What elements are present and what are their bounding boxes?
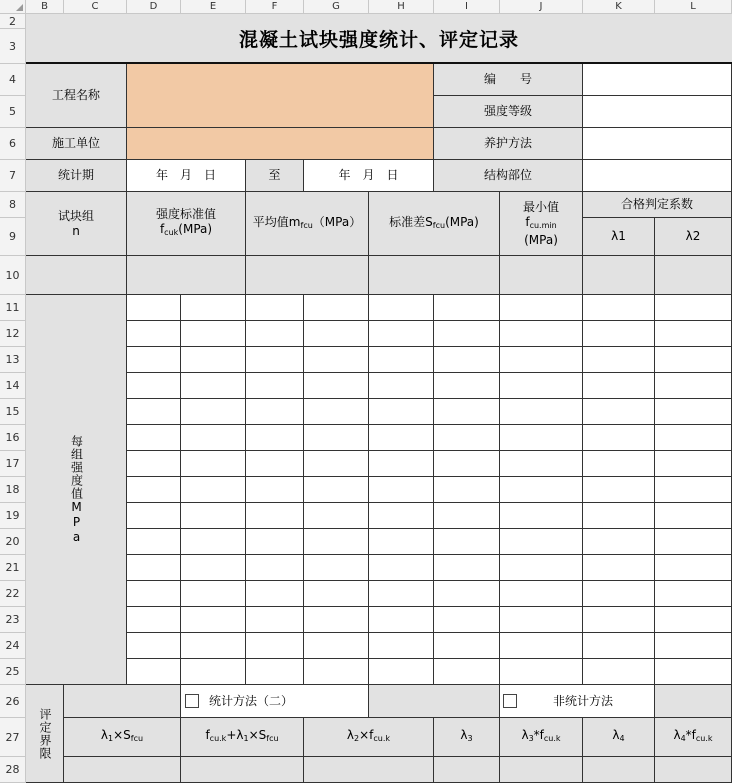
strength-cell[interactable] — [500, 451, 583, 477]
formula-6-text-part-0: λ — [612, 728, 620, 742]
strength-cell[interactable] — [500, 373, 583, 399]
row-header-11[interactable]: 11 — [0, 295, 26, 321]
strength-cell[interactable] — [304, 633, 369, 659]
formula-5-text-part-1: 3 — [528, 734, 534, 743]
strength-cell[interactable] — [500, 659, 583, 685]
strength-grade-text: 强度等级 — [483, 104, 532, 118]
strength-cell[interactable] — [655, 425, 732, 451]
strength-cell[interactable] — [434, 451, 500, 477]
strength-cell[interactable] — [655, 503, 732, 529]
stat-method2-checkbox[interactable] — [185, 694, 199, 708]
strength-cell[interactable] — [583, 347, 655, 373]
strength-cell[interactable] — [181, 581, 246, 607]
stddev-symbol-part-2: (MPa) — [445, 214, 479, 229]
strength-cell[interactable] — [369, 503, 434, 529]
n-text: n — [72, 223, 80, 238]
strength-cell[interactable] — [500, 321, 583, 347]
strength-cell[interactable] — [181, 321, 246, 347]
strength-cell[interactable] — [500, 295, 583, 321]
strength-cell[interactable] — [583, 477, 655, 503]
strength-grade-label — [434, 96, 583, 128]
strength-cell[interactable] — [434, 477, 500, 503]
formula-3 — [304, 718, 434, 757]
strength-cell[interactable] — [500, 503, 583, 529]
formula-5-text-part-2: *f — [533, 728, 544, 742]
row-header-25[interactable]: 25 — [0, 659, 26, 685]
stats-value-cell-0[interactable] — [26, 256, 127, 295]
strength-cell[interactable] — [127, 581, 181, 607]
formula-3-text-part-3: cu.k — [373, 734, 391, 743]
structure-part-input[interactable] — [583, 160, 732, 192]
strength-cell[interactable] — [434, 321, 500, 347]
strength-cell[interactable] — [583, 633, 655, 659]
strength-cell[interactable] — [127, 295, 181, 321]
row-header-2[interactable]: 2 — [0, 14, 26, 29]
strength-cell[interactable] — [583, 659, 655, 685]
strength-cell[interactable] — [181, 633, 246, 659]
strength-cell[interactable] — [583, 607, 655, 633]
mean-symbol-part-0: 平均值m — [252, 214, 301, 229]
strength-cell[interactable] — [246, 321, 304, 347]
formula-1-text — [101, 728, 143, 746]
formula-value-3[interactable] — [434, 757, 500, 783]
formula-value-4[interactable] — [500, 757, 583, 783]
strength-cell[interactable] — [246, 659, 304, 685]
strength-cell[interactable] — [583, 451, 655, 477]
strength-cell[interactable] — [434, 503, 500, 529]
strength-cell[interactable] — [181, 607, 246, 633]
strength-cell[interactable] — [246, 425, 304, 451]
lambda1-header — [583, 218, 655, 256]
formula-5 — [500, 718, 583, 757]
formula-2-text-part-1: cu.k — [209, 734, 227, 743]
formula-6 — [583, 718, 655, 757]
formula-value-5[interactable] — [583, 757, 655, 783]
row-header-17[interactable]: 17 — [0, 451, 26, 477]
formula-4-text-part-1: 3 — [467, 734, 473, 743]
strength-cell[interactable] — [127, 529, 181, 555]
formula-value-2[interactable] — [304, 757, 434, 783]
strength-cell[interactable] — [434, 425, 500, 451]
method-blank-right — [655, 685, 732, 718]
strength-cell[interactable] — [583, 373, 655, 399]
formula-7-text-part-1: 4 — [680, 734, 686, 743]
strength-cell[interactable] — [655, 373, 732, 399]
strength-cell[interactable] — [304, 607, 369, 633]
row-header-19[interactable]: 19 — [0, 503, 26, 529]
mean-symbol — [253, 215, 361, 233]
specimen-group-header — [26, 192, 127, 256]
row-header-13[interactable]: 13 — [0, 347, 26, 373]
strength-cell[interactable] — [246, 347, 304, 373]
stat-method2-option[interactable] — [181, 685, 369, 718]
column-header-d[interactable]: D — [127, 0, 181, 14]
strength-cell[interactable] — [583, 503, 655, 529]
eval-limit-label — [26, 685, 64, 783]
strength-cell[interactable] — [127, 633, 181, 659]
min-text: 最小值 — [522, 199, 559, 214]
strength-cell[interactable] — [246, 581, 304, 607]
strength-cell[interactable] — [181, 451, 246, 477]
column-header-i[interactable]: I — [434, 0, 500, 14]
strength-cell[interactable] — [655, 477, 732, 503]
row-header-3[interactable]: 3 — [0, 29, 26, 64]
strength-cell[interactable] — [304, 425, 369, 451]
stddev-symbol-part-0: 标准差S — [389, 214, 433, 229]
row-header-28[interactable]: 28 — [0, 757, 26, 783]
eval-limit-text: 评定界限 — [38, 707, 52, 760]
column-header-j[interactable]: J — [500, 0, 583, 14]
stddev-symbol — [389, 215, 479, 233]
strength-cell[interactable] — [583, 555, 655, 581]
formula-3-text-part-0: λ — [346, 728, 355, 742]
strength-cell[interactable] — [181, 295, 246, 321]
nonstat-method-text: 非统计方法 — [553, 693, 614, 708]
strength-cell[interactable] — [127, 659, 181, 685]
strength-cell[interactable] — [500, 581, 583, 607]
strength-cell[interactable] — [655, 555, 732, 581]
strength-cell[interactable] — [246, 529, 304, 555]
row-header-22[interactable]: 22 — [0, 581, 26, 607]
strength-cell[interactable] — [127, 399, 181, 425]
strength-cell[interactable] — [246, 503, 304, 529]
formula-3-text-part-2: ×f — [359, 728, 374, 742]
strength-cell[interactable] — [655, 529, 732, 555]
formula-6-text — [612, 728, 624, 746]
column-header-l[interactable]: L — [655, 0, 732, 14]
number-input[interactable] — [583, 64, 732, 96]
row-header-24[interactable]: 24 — [0, 633, 26, 659]
std-strength-symbol-part-1: cuk — [164, 228, 179, 237]
strength-cell[interactable] — [500, 477, 583, 503]
strength-cell[interactable] — [500, 347, 583, 373]
select-all-corner[interactable] — [0, 0, 26, 14]
formula-value-1[interactable] — [181, 757, 304, 783]
strength-cell[interactable] — [181, 425, 246, 451]
formula-1 — [64, 718, 181, 757]
strength-cell[interactable] — [434, 555, 500, 581]
coef-header — [583, 192, 732, 218]
std-strength-header — [127, 192, 246, 256]
min-symbol — [525, 215, 556, 233]
formula-1-text-part-2: ×S — [113, 728, 131, 742]
strength-cell[interactable] — [127, 607, 181, 633]
strength-cell[interactable] — [246, 555, 304, 581]
nonstat-method-option[interactable] — [500, 685, 655, 718]
formula-4-text-part-0: λ — [460, 728, 468, 742]
strength-cell[interactable] — [246, 607, 304, 633]
strength-cell[interactable] — [246, 399, 304, 425]
nonstat-method-checkbox[interactable] — [503, 694, 517, 708]
row-header-26[interactable]: 26 — [0, 685, 26, 718]
row-header-18[interactable]: 18 — [0, 477, 26, 503]
formula-2-text-part-2: +λ — [226, 728, 244, 742]
row-header-12[interactable]: 12 — [0, 321, 26, 347]
strength-cell[interactable] — [655, 451, 732, 477]
formula-2-text-part-5: fcu — [266, 734, 279, 743]
strength-cell[interactable] — [304, 347, 369, 373]
column-header-c[interactable]: C — [64, 0, 127, 14]
mean-header — [246, 192, 369, 256]
strength-cell[interactable] — [369, 659, 434, 685]
stats-value-cell-6[interactable] — [655, 256, 732, 295]
formula-5-text-part-3: cu.k — [543, 734, 561, 743]
strength-cell[interactable] — [655, 295, 732, 321]
strength-cell[interactable] — [246, 633, 304, 659]
strength-cell[interactable] — [127, 451, 181, 477]
formula-4 — [434, 718, 500, 757]
strength-cell[interactable] — [127, 555, 181, 581]
method-blank-mid — [369, 685, 500, 718]
stats-value-cell-2[interactable] — [246, 256, 369, 295]
formula-3-text — [347, 728, 390, 746]
strength-cell[interactable] — [246, 477, 304, 503]
strength-cell[interactable] — [181, 399, 246, 425]
row-header-5[interactable]: 5 — [0, 96, 26, 128]
stats-value-cell-4[interactable] — [500, 256, 583, 295]
row-header-16[interactable]: 16 — [0, 425, 26, 451]
column-header-g[interactable]: G — [304, 0, 369, 14]
strength-cell[interactable] — [304, 373, 369, 399]
strength-cell[interactable] — [655, 659, 732, 685]
formula-value-0[interactable] — [64, 757, 181, 783]
column-header-k[interactable]: K — [583, 0, 655, 14]
strength-cell[interactable] — [181, 659, 246, 685]
strength-cell[interactable] — [127, 425, 181, 451]
stat-method2-text: 统计方法（二） — [209, 693, 294, 708]
coef-text: 合格判定系数 — [620, 197, 693, 211]
mean-symbol-part-1: fcu — [300, 220, 313, 230]
mean-symbol-part-2: （MPa） — [312, 214, 362, 229]
formula-2-text-part-3: 1 — [243, 734, 249, 743]
formula-1-text-part-0: λ — [100, 728, 109, 742]
strength-cell[interactable] — [304, 451, 369, 477]
strength-cell[interactable] — [304, 529, 369, 555]
strength-cell[interactable] — [434, 633, 500, 659]
number-label — [434, 64, 583, 96]
strength-cell[interactable] — [304, 581, 369, 607]
formula-1-text-part-3: fcu — [130, 734, 144, 743]
formula-7-text-part-0: λ — [673, 728, 681, 742]
strength-cell[interactable] — [369, 529, 434, 555]
method-blank-left — [64, 685, 181, 718]
strength-cell[interactable] — [369, 373, 434, 399]
date-from-input[interactable] — [127, 160, 246, 192]
page-title: 混凝土试块强度统计、评定记录 — [26, 14, 732, 64]
strength-cell[interactable] — [583, 425, 655, 451]
row-header-15[interactable]: 15 — [0, 399, 26, 425]
column-header-b[interactable]: B — [26, 0, 64, 14]
formula-2 — [181, 718, 304, 757]
row-header-20[interactable]: 20 — [0, 529, 26, 555]
strength-cell[interactable] — [304, 477, 369, 503]
date-from-text: 年 月 日 — [155, 168, 216, 182]
strength-cell[interactable] — [246, 373, 304, 399]
strength-cell[interactable] — [500, 425, 583, 451]
formula-2-text-part-0: f — [205, 728, 210, 742]
std-strength-symbol-part-2: (MPa) — [178, 222, 213, 236]
column-header-h[interactable]: H — [369, 0, 434, 14]
strength-cell[interactable] — [434, 347, 500, 373]
project-name-input[interactable] — [127, 64, 434, 128]
row-header-9[interactable]: 9 — [0, 218, 26, 256]
strength-cell[interactable] — [304, 321, 369, 347]
curing-method-text: 养护方法 — [483, 136, 532, 150]
date-to-input[interactable] — [304, 160, 434, 192]
formula-value-6[interactable] — [655, 757, 732, 783]
strength-cell[interactable] — [583, 581, 655, 607]
each-group-label — [26, 295, 127, 685]
stats-value-cell-5[interactable] — [583, 256, 655, 295]
lambda2-header — [655, 218, 732, 256]
min-symbol-part-1: cu.min — [529, 220, 557, 230]
std-strength-symbol-part-0: f — [159, 222, 165, 236]
strength-cell[interactable] — [369, 555, 434, 581]
strength-cell[interactable] — [655, 399, 732, 425]
row-header-27[interactable]: 27 — [0, 718, 26, 757]
strength-cell[interactable] — [583, 321, 655, 347]
min-symbol-part-0: f — [525, 214, 530, 229]
strength-cell[interactable] — [500, 555, 583, 581]
stat-period-text: 统计期 — [57, 168, 94, 182]
formula-3-text-part-1: 2 — [354, 734, 360, 743]
formula-7 — [655, 718, 732, 757]
strength-cell[interactable] — [500, 607, 583, 633]
strength-cell[interactable] — [655, 581, 732, 607]
strength-cell[interactable] — [369, 399, 434, 425]
strength-cell[interactable] — [369, 295, 434, 321]
formula-7-text-part-3: cu.k — [695, 734, 713, 743]
stddev-symbol-part-1: fcu — [432, 220, 446, 230]
std-strength-symbol — [160, 222, 212, 240]
strength-cell[interactable] — [369, 633, 434, 659]
formula-1-text-part-1: 1 — [108, 734, 114, 743]
strength-cell[interactable] — [181, 555, 246, 581]
min-unit-text: (MPa) — [524, 232, 558, 247]
strength-cell[interactable] — [127, 321, 181, 347]
formula-5-text — [521, 728, 560, 746]
formula-6-text-part-1: 4 — [619, 734, 625, 743]
curing-method-label — [434, 128, 583, 160]
number-text: 编 号 — [483, 72, 532, 86]
row-header-23[interactable]: 23 — [0, 607, 26, 633]
strength-cell[interactable] — [181, 373, 246, 399]
formula-5-text-part-0: λ — [521, 728, 529, 742]
row-header-14[interactable]: 14 — [0, 373, 26, 399]
strength-cell[interactable] — [583, 295, 655, 321]
date-to-text: 年 月 日 — [338, 168, 399, 182]
strength-cell[interactable] — [434, 581, 500, 607]
row-header-4[interactable]: 4 — [0, 64, 26, 96]
strength-cell[interactable] — [500, 529, 583, 555]
strength-cell[interactable] — [655, 347, 732, 373]
strength-cell[interactable] — [655, 607, 732, 633]
structure-part-label — [434, 160, 583, 192]
strength-cell[interactable] — [434, 529, 500, 555]
formula-7-text-part-2: *f — [685, 728, 696, 742]
strength-cell[interactable] — [369, 607, 434, 633]
strength-cell[interactable] — [127, 347, 181, 373]
stats-value-cell-3[interactable] — [369, 256, 500, 295]
strength-cell[interactable] — [181, 529, 246, 555]
construction-unit-text: 施工单位 — [51, 136, 100, 150]
strength-cell[interactable] — [127, 503, 181, 529]
std-strength-text: 强度标准值 — [155, 207, 216, 221]
strength-cell[interactable] — [500, 399, 583, 425]
row-header-7[interactable]: 7 — [0, 160, 26, 192]
strength-cell[interactable] — [583, 399, 655, 425]
strength-cell[interactable] — [246, 451, 304, 477]
strength-cell[interactable] — [369, 477, 434, 503]
row-header-8[interactable]: 8 — [0, 192, 26, 218]
strength-cell[interactable] — [181, 503, 246, 529]
strength-cell[interactable] — [369, 451, 434, 477]
min-header — [500, 192, 583, 256]
row-header-6[interactable]: 6 — [0, 128, 26, 160]
strength-cell[interactable] — [434, 607, 500, 633]
strength-cell[interactable] — [304, 503, 369, 529]
to-text: 至 — [268, 168, 281, 182]
row-header-21[interactable]: 21 — [0, 555, 26, 581]
formula-4-text — [460, 728, 472, 746]
strength-cell[interactable] — [127, 373, 181, 399]
curing-method-input[interactable] — [583, 128, 732, 160]
specimen-group-text: 试块组 — [57, 208, 94, 223]
strength-cell[interactable] — [304, 399, 369, 425]
stats-value-cell-1[interactable] — [127, 256, 246, 295]
strength-grade-input[interactable] — [583, 96, 732, 128]
row-header-10[interactable]: 10 — [0, 256, 26, 295]
construction-unit-input[interactable] — [127, 128, 434, 160]
strength-cell[interactable] — [246, 295, 304, 321]
strength-cell[interactable] — [583, 529, 655, 555]
formula-2-text-part-4: ×S — [248, 728, 267, 742]
strength-cell[interactable] — [655, 321, 732, 347]
strength-cell[interactable] — [655, 633, 732, 659]
strength-cell[interactable] — [434, 373, 500, 399]
strength-cell[interactable] — [434, 659, 500, 685]
structure-part-text: 结构部位 — [483, 168, 532, 182]
strength-cell[interactable] — [434, 399, 500, 425]
formula-2-text — [205, 728, 278, 746]
strength-cell[interactable] — [369, 425, 434, 451]
strength-cell[interactable] — [181, 477, 246, 503]
formula-7-text — [673, 728, 712, 746]
strength-cell[interactable] — [369, 581, 434, 607]
lambda2-text: λ2 — [685, 229, 701, 243]
stddev-header — [369, 192, 500, 256]
project-name-text: 工程名称 — [51, 88, 100, 102]
strength-cell[interactable] — [304, 295, 369, 321]
lambda1-text: λ1 — [611, 229, 626, 243]
strength-cell[interactable] — [434, 295, 500, 321]
strength-cell[interactable] — [181, 347, 246, 373]
strength-cell[interactable] — [304, 555, 369, 581]
to-label — [246, 160, 304, 192]
stat-period-label — [26, 160, 127, 192]
strength-cell[interactable] — [127, 477, 181, 503]
strength-cell[interactable] — [369, 347, 434, 373]
column-header-f[interactable]: F — [246, 0, 304, 14]
strength-cell[interactable] — [369, 321, 434, 347]
column-header-e[interactable]: E — [181, 0, 246, 14]
each-group-text: 每组强度值MPa — [69, 434, 84, 545]
project-name-label — [26, 64, 127, 128]
strength-cell[interactable] — [500, 633, 583, 659]
strength-cell[interactable] — [304, 659, 369, 685]
construction-unit-label — [26, 128, 127, 160]
